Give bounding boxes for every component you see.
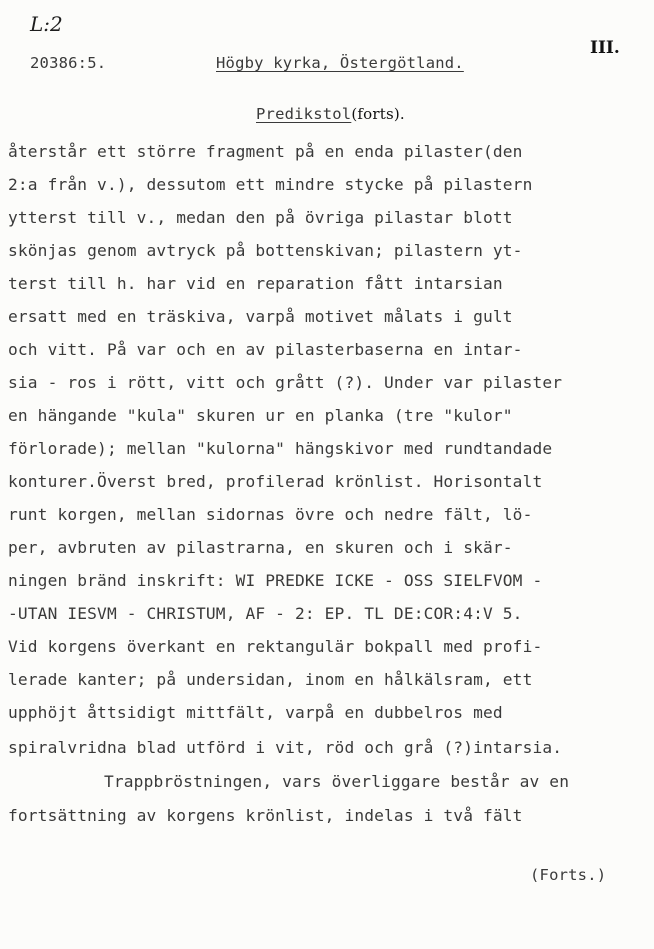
body-line: och vitt. På var och en av pilasterbaserna en intar- <box>8 340 523 359</box>
body-line: per, avbruten av pilastrarna, en skuren och i skär- <box>8 538 513 557</box>
handwritten-page-code: L:2 <box>30 12 63 36</box>
body-line: Trappbröstningen, vars överliggare består av en <box>104 772 570 791</box>
document-title: Högby kyrka, Östergötland. <box>216 54 464 72</box>
body-line: ytterst till v., medan den på övriga pilastar blott <box>8 208 513 227</box>
body-line: fortsättning av korgens krönlist, indelas i två fält <box>8 806 523 825</box>
body-line: förlorade); mellan "kulorna" hängskivor med rundtandade <box>8 439 553 458</box>
body-line: konturer.Överst bred, profilerad krönlist. Horisontalt <box>8 472 543 491</box>
body-line: återstår ett större fragment på en enda pilaster(den <box>8 142 523 161</box>
section-heading-row <box>256 105 405 123</box>
body-line: lerade kanter; på undersidan, inom en hålkälsram, ett <box>8 670 533 689</box>
body-line: Vid korgens överkant en rektangulär bokpall med profi- <box>8 637 543 656</box>
body-line: runt korgen, mellan sidornas övre och nedre fält, lö- <box>8 505 533 524</box>
body-line: en hängande "kula" skuren ur en planka (tre "kulor" <box>8 406 513 425</box>
handwritten-heading-addition: (forts). <box>351 105 405 123</box>
body-line: spiralvridna blad utförd i vit, röd och grå (?)intarsia. <box>8 738 563 757</box>
reference-number: 20386:5. <box>30 54 107 72</box>
body-line: 2:a från v.), dessutom ett mindre stycke på pilastern <box>8 175 533 194</box>
continued-note: (Forts.) <box>530 866 607 884</box>
body-line: upphöjt åttsidigt mittfält, varpå en dubbelros med <box>8 703 503 722</box>
body-line: -UTAN IESVM - CHRISTUM, AF - 2: EP. TL DE:COR:4:V 5. <box>8 604 523 623</box>
page-number: III. <box>590 38 620 58</box>
body-line: sia - ros i rött, vitt och grått (?). Under var pilaster <box>8 373 563 392</box>
body-line: ningen bränd inskrift: WI PREDKE ICKE - OSS SIELFVOM - <box>8 571 543 590</box>
body-line: terst till h. har vid en reparation fått intarsian <box>8 274 503 293</box>
body-line: ersatt med en träskiva, varpå motivet målats i gult <box>8 307 513 326</box>
body-line: skönjas genom avtryck på bottenskivan; pilastern yt- <box>8 241 523 260</box>
section-heading: Predikstol <box>256 105 352 123</box>
